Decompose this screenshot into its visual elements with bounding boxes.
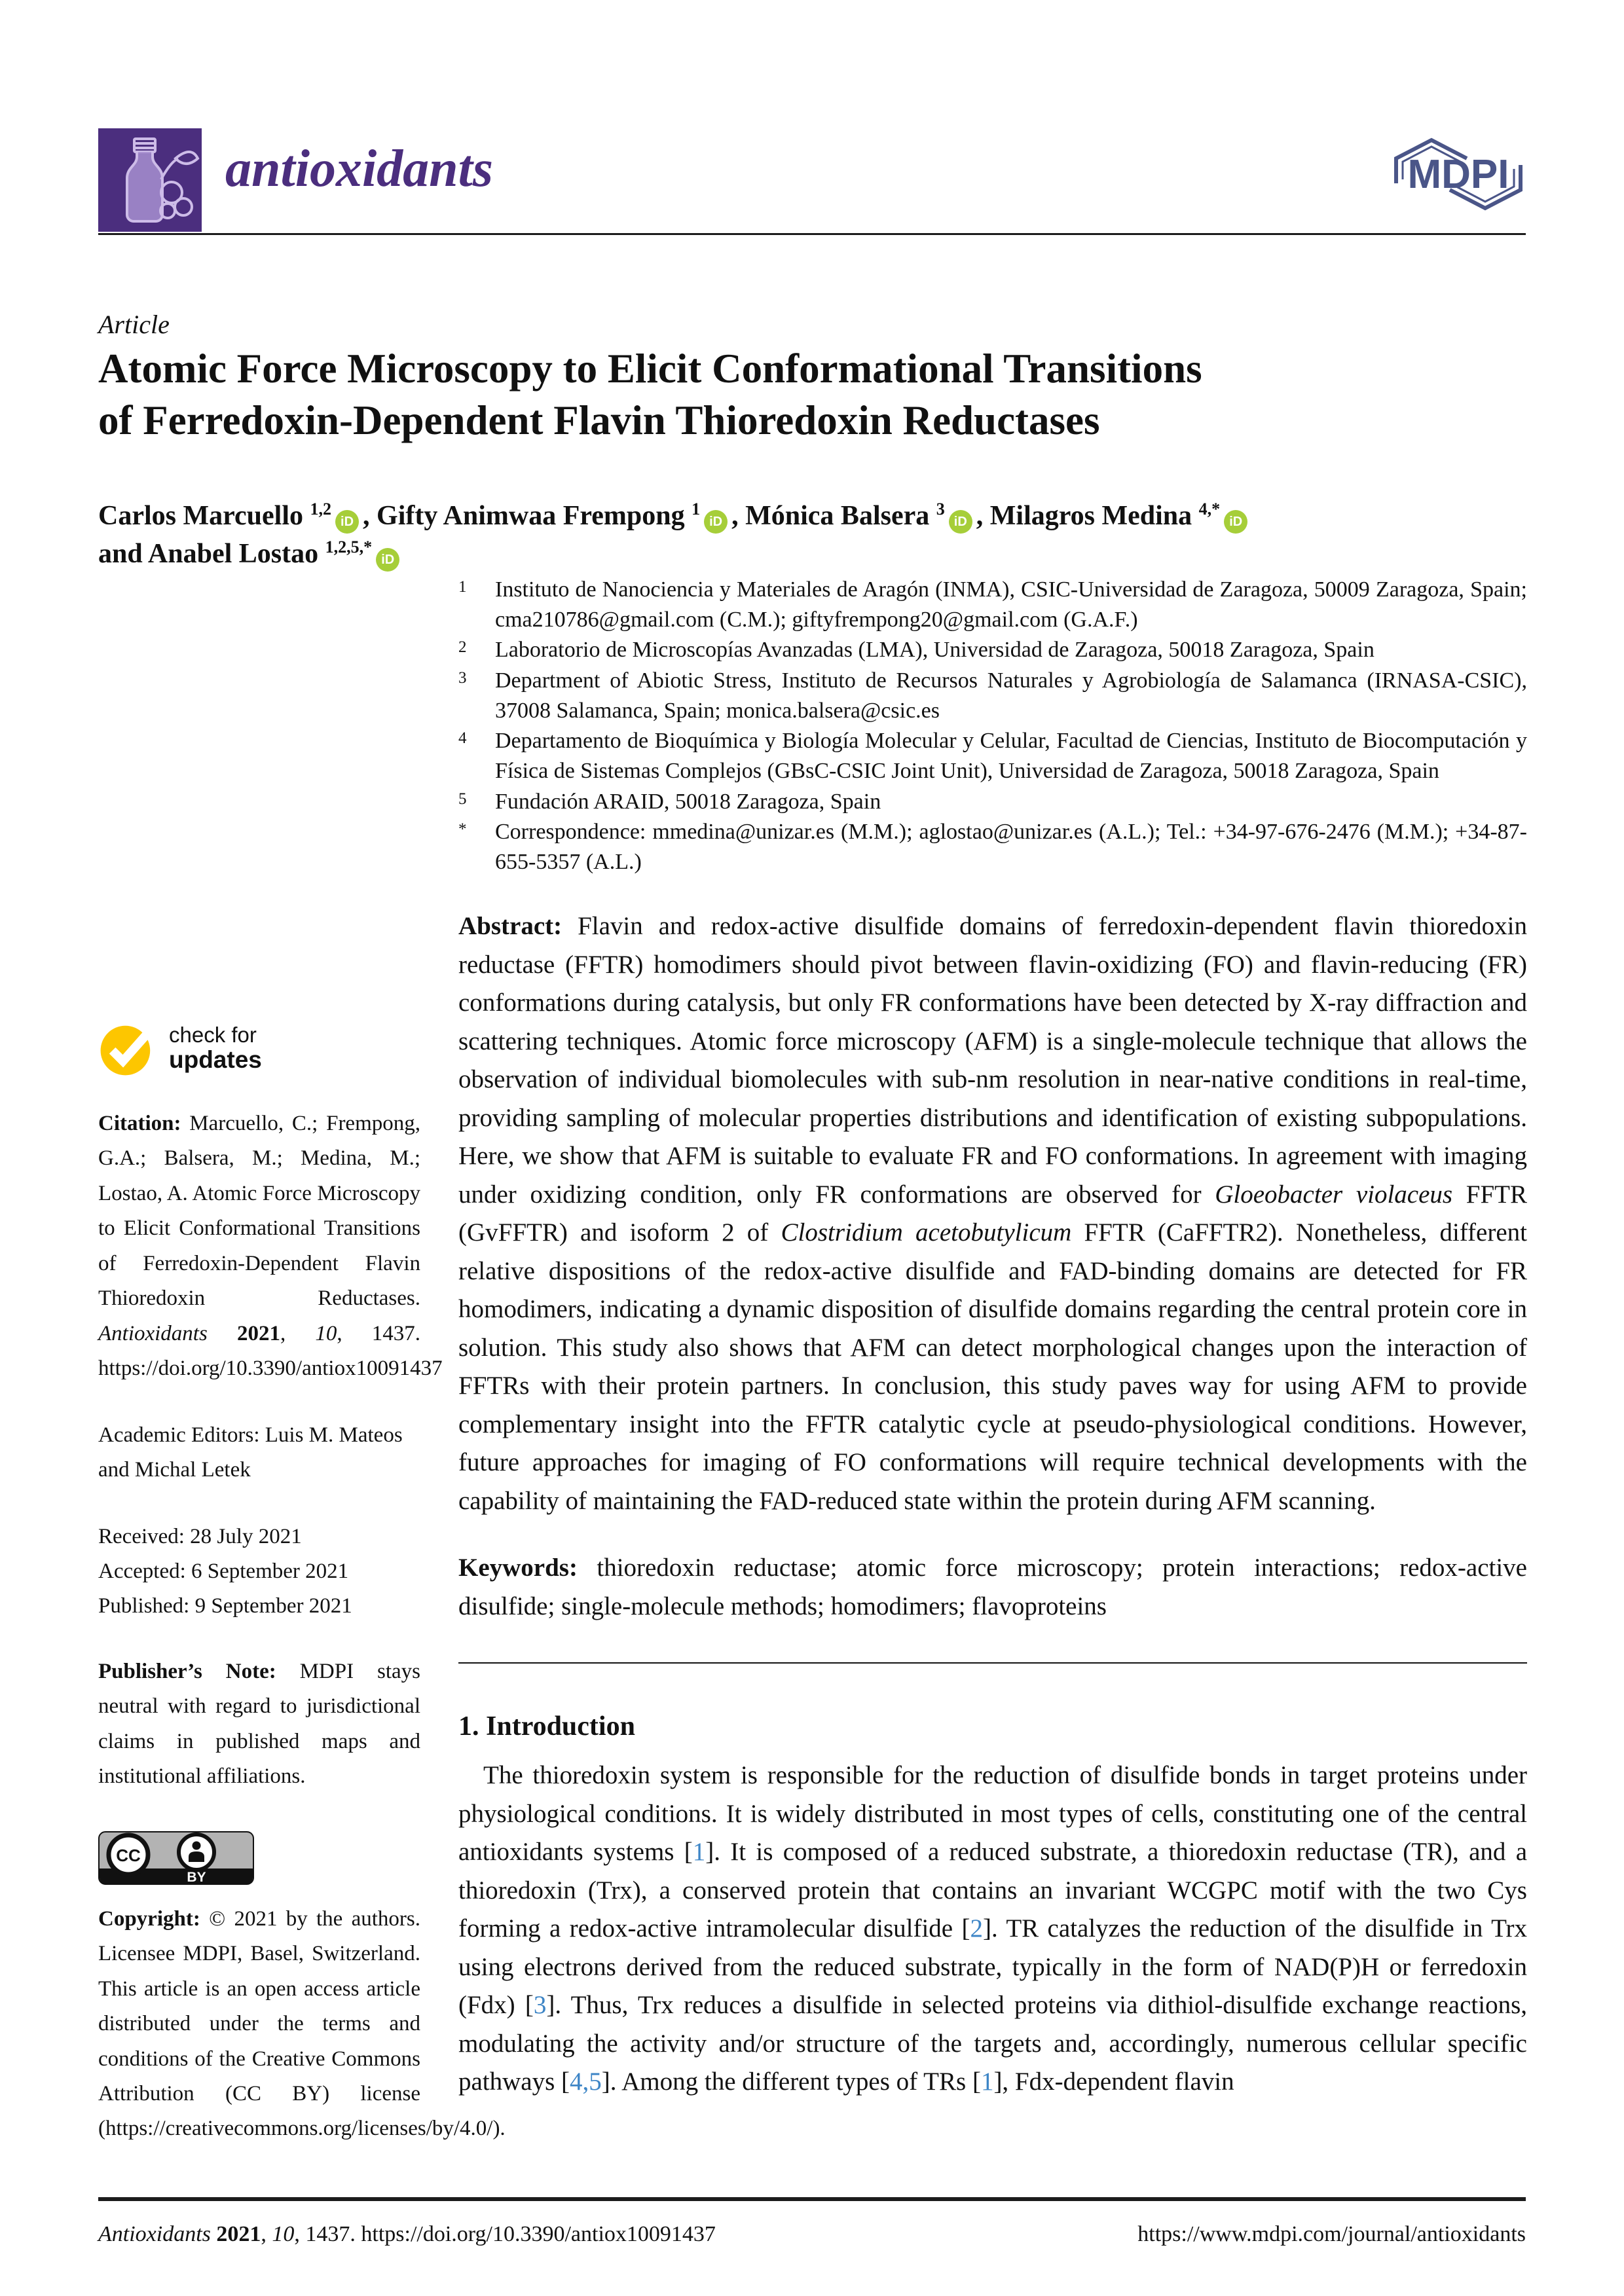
- affiliation-marker: 5: [458, 790, 467, 808]
- check-icon: [98, 1019, 157, 1078]
- accepted-date: Accepted: 6 September 2021: [98, 1559, 349, 1583]
- main-column: [458, 575, 1527, 2102]
- affiliation-text: Instituto de Nanociencia y Materiales de Aragón (INMA), CSIC-Universidad de Zaragoza, 50009 Zaragoza, Spain; cma210786@gmail.com (C.M.); giftyfrempong20@gmail.com (G.A.F.): [495, 577, 1527, 632]
- mdpi-logo-text: MDPI: [1407, 152, 1509, 197]
- affiliation-text: Departamento de Bioquímica y Biología Molecular y Celular, Facultad de Ciencias, Instituto de Biocomputación y Física de Sistemas Complejos (GBsC-CSIC Joint Unit), Universidad de Zaragoza, 50018 Zaragoza, Spain: [495, 729, 1527, 784]
- affiliation-text: Correspondence: mmedina@unizar.es (M.M.); aglostao@unizar.es (A.L.); Tel.: +34-97-676-2476 (M.M.); +34-87-655-5357 (A.L.): [495, 819, 1527, 875]
- mdpi-logo[interactable]: [1388, 135, 1528, 213]
- affiliation-item: [458, 635, 1527, 665]
- dates-block: [98, 1520, 420, 1624]
- reference-link[interactable]: 2: [970, 1914, 983, 1943]
- orcid-icon[interactable]: iD: [949, 510, 972, 534]
- by-label: BY: [187, 1869, 206, 1885]
- orcid-icon[interactable]: iD: [335, 510, 359, 534]
- sidebar: [98, 1019, 506, 2147]
- intro-paragraph: The thioredoxin system is responsible for the reduction of disulfide bonds in target proteins under physiological conditions. It is widely distributed in most types of cells, constituting one of the central antioxidants systems [1]. It is composed of a reduced substrate, a thioredoxin reductase (TR), and a thioredoxin (Trx), a conserved protein that contains an invariant WCGPC motif with the two Cys forming a redox-active intramolecular disulfide [2]. TR catalyzes the reduction of the disulfide in Trx using electrons derived from the reduced substrate, typically in the form of NAD(P)H or ferredoxin (Fdx) [3]. Thus, Trx reduces a disulfide in selected proteins via dithiol-disulfide exchange reactions, modulating the activity and/or structure of the targets and, accordingly, numerous cellular specific pathways [4,5]. Among the different types of TRs [1], Fdx-dependent flavin: [458, 1761, 1528, 2096]
- affiliations-list: [458, 575, 1527, 877]
- reference-link[interactable]: 4,5: [570, 2068, 602, 2096]
- citation-block: Citation: Marcuello, C.; Frempong, G.A.; Balsera, M.; Medina, M.; Lostao, A. Atomic Force Microscopy to Elicit Conformational Transitions of Ferredoxin-Dependent Flavin Thioredoxin Reductases. Antioxidants 2021, 10, 1437. https://doi.org/10.3390/antiox10091437: [98, 1112, 443, 1381]
- published-date: Published: 9 September 2021: [98, 1594, 352, 1618]
- affiliation-item: [458, 666, 1527, 726]
- academic-editors: Academic Editors: Luis M. Mateos and Michal Letek: [98, 1423, 403, 1482]
- header-divider: [98, 233, 1526, 235]
- received-date: Received: 28 July 2021: [98, 1524, 302, 1548]
- article-title: Atomic Force Microscopy to Elicit Conformational Transitions of Ferredoxin-Dependent Flavin Thioredoxin Reductases: [98, 346, 1202, 444]
- abstract: Abstract: Flavin and redox-active disulfide domains of ferredoxin-dependent flavin thioredoxin reductase (FFTR) homodimers should pivot between flavin-oxidizing (FO) and flavin-reducing (FR) conformations during catalysis, but only FR conformations have been detected by X-ray diffraction and scattering techniques. Atomic force microscopy (AFM) is a single-molecule technique that allows the observation of individual biomolecules with sub-nm resolution in near-native conditions in real-time, providing sampling of molecular properties distributions and identification of existing subpopulations. Here, we show that AFM is suitable to evaluate FR and FO conformations. In agreement with imaging under oxidizing condition, only FR conformations are observed for Gloeobacter violaceus FFTR (GvFFTR) and isoform 2 of Clostridium acetobutylicum FFTR (CaFFTR2). Nonetheless, different relative dispositions of the redox-active disulfide and FAD-binding domains are detected for FR homodimers, indicating a dynamic disposition of disulfide domains regarding the central protein core in solution. This study also shows that AFM can detect morphological changes upon the interaction of FFTRs with their protein partners. In conclusion, this study paves way for using AFM to provide complementary insight into the FFTR catalytic cycle at pseudo-physiological conditions. However, future approaches for imaging of FO conformations will require technical developments with the capability of maintaining the FAD-reduced state within the protein during AFM scanning.: [458, 912, 1527, 1515]
- section-heading-introduction: 1. Introduction: [458, 1711, 635, 1742]
- article-type-label: Article: [98, 310, 170, 339]
- affiliation-item: [458, 575, 1527, 635]
- affiliation-marker: 4: [458, 729, 467, 748]
- reference-link[interactable]: 1: [980, 2068, 994, 2096]
- check-for-updates-badge[interactable]: [98, 1019, 420, 1078]
- person-icon: [189, 1851, 204, 1862]
- orcid-icon[interactable]: iD: [1224, 510, 1247, 534]
- affiliation-item: [458, 726, 1527, 786]
- orcid-icon[interactable]: iD: [704, 510, 728, 534]
- affiliation-item: [458, 787, 1527, 817]
- authors-line: Carlos Marcuello $^{1,2}$iD , Gifty Animwaa Frempong $^1$iD , Mónica Balsera $^3$iD , Milagros Medina $^{4,*}$iD and Anabel Lostao $^{1,2,5,*}$iD: [98, 498, 1500, 574]
- cc-icon: CC: [116, 1845, 141, 1865]
- affiliation-text: Laboratorio de Microscopías Avanzadas (LMA), Universidad de Zaragoza, 50018 Zaragoza, Spain: [495, 638, 1375, 663]
- publishers-note: Publisher’s Note: MDPI stays neutral with regard to jurisdictional claims in published maps and institutional affiliations.: [98, 1659, 420, 1789]
- keywords: Keywords: thioredoxin reductase; atomic force microscopy; protein interactions; redox-active disulfide; single-molecule methods; homodimers; flavoproteins: [458, 1554, 1527, 1620]
- affiliation-text: Fundación ARAID, 50018 Zaragoza, Spain: [495, 789, 881, 814]
- copyright-block: Copyright: © 2021 by the authors. Licensee MDPI, Basel, Switzerland. This article is an open access article distributed under the terms and conditions of the Creative Commons Attribution (CC BY) license (https://creativecommons.org/licenses/by/4.0/).: [98, 1906, 506, 2141]
- affiliation-text: Department of Abiotic Stress, Instituto de Recursos Naturales y Agrobiología de Salamanca (IRNASA-CSIC), 37008 Salamanca, Spain; monica.balsera@csic.es: [495, 668, 1527, 723]
- section-divider: [458, 1662, 1527, 1664]
- affiliation-marker: 3: [458, 668, 467, 687]
- footer-citation: Antioxidants 2021, 10, 1437. https://doi.org/10.3390/antiox10091437: [98, 2222, 716, 2246]
- orcid-icon[interactable]: iD: [376, 548, 399, 572]
- affiliation-marker: 1: [458, 578, 467, 596]
- affiliation-item: [458, 817, 1527, 877]
- journal-logo[interactable]: [98, 128, 202, 232]
- affiliation-marker: *: [458, 820, 467, 838]
- footer-divider: [98, 2197, 1526, 2201]
- affiliation-marker: 2: [458, 638, 467, 657]
- footer-journal-url[interactable]: https://www.mdpi.com/journal/antioxidants: [1137, 2222, 1526, 2246]
- footer: [98, 2222, 1526, 2247]
- cc-by-license-badge[interactable]: [98, 1831, 254, 1885]
- reference-link[interactable]: 3: [533, 1991, 547, 2020]
- check-for-label: check for: [169, 1022, 257, 1047]
- updates-label: updates: [169, 1046, 262, 1073]
- reference-link[interactable]: 1: [692, 1838, 706, 1867]
- journal-name[interactable]: antioxidants: [225, 140, 494, 198]
